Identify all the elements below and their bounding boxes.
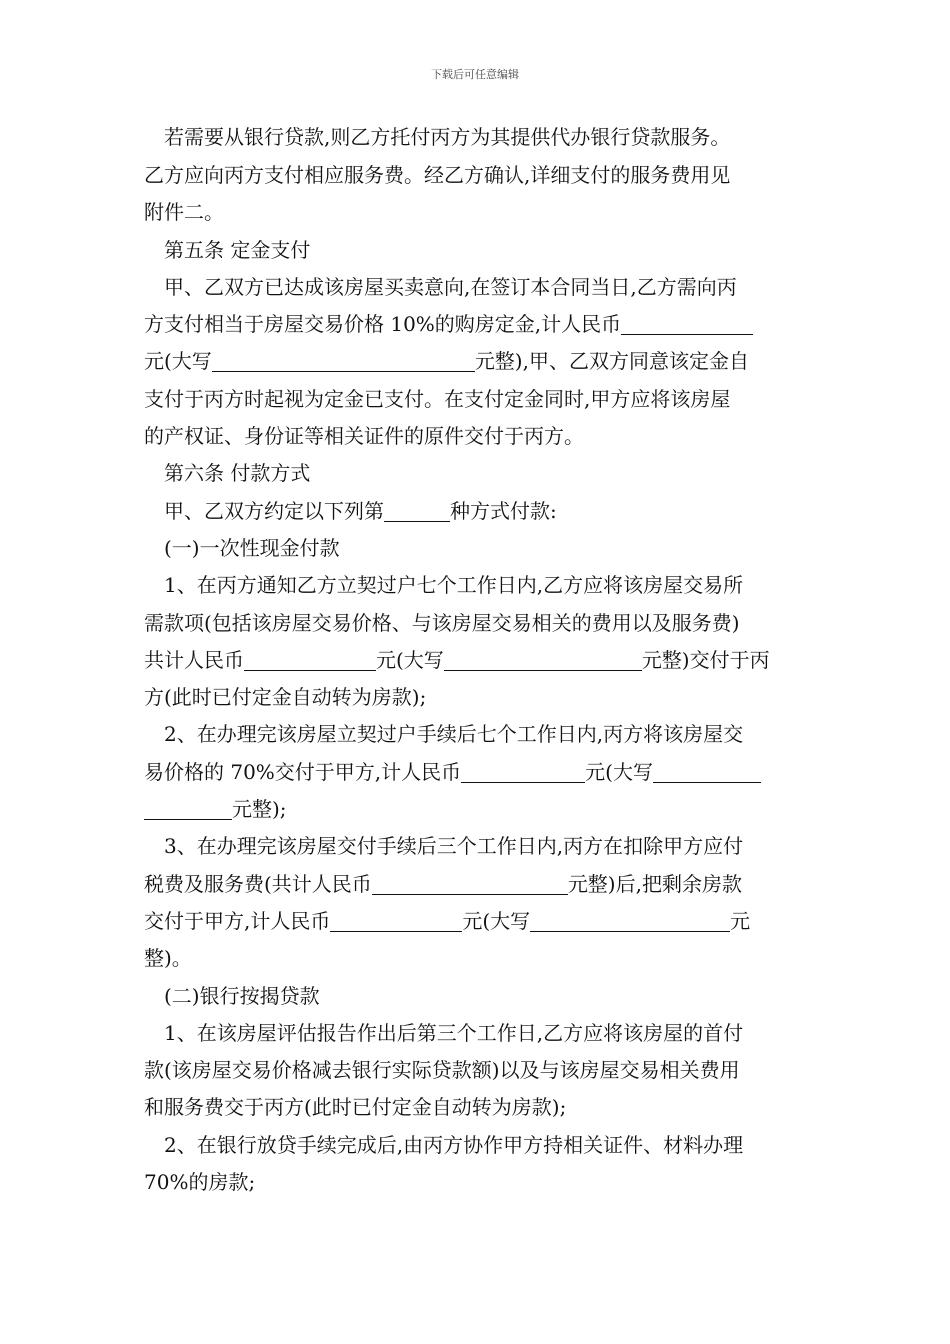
text-line xyxy=(144,609,812,637)
section-heading xyxy=(164,236,832,264)
line-text: 支付于丙方时起视为定金已支付。在支付定金同时,甲方应将该房屋 xyxy=(144,387,731,411)
line-text: 第六条 付款方式 xyxy=(164,461,311,485)
line-text: 70%的房款; xyxy=(144,1170,256,1194)
line-text: 3、在办理完该房屋交付手续后三个工作日内,丙方在扣除甲方应付 xyxy=(164,834,744,858)
text-line xyxy=(144,347,812,375)
line-text: 元整)交付于丙 xyxy=(641,648,770,672)
text-line xyxy=(144,385,812,413)
line-text: 易价格的 70%交付于甲方,计人民币 xyxy=(144,760,462,784)
text-line xyxy=(144,1056,812,1084)
line-text: 元(大写 xyxy=(144,349,212,373)
text-line xyxy=(144,944,812,972)
text-line xyxy=(164,273,832,301)
blank-field[interactable] xyxy=(372,872,568,895)
line-text: 的产权证、身份证等相关证件的原件交付于丙方。 xyxy=(144,424,584,448)
line-text: 1、在该房屋评估报告作出后第三个工作日,乙方应将该房屋的首付 xyxy=(164,1021,744,1045)
subsection-heading xyxy=(164,982,832,1010)
blank-field[interactable] xyxy=(330,909,462,932)
line-text: 元(大写 xyxy=(376,648,444,672)
text-line xyxy=(144,907,812,935)
line-text: 方(此时已付定金自动转为房款); xyxy=(144,685,427,709)
blank-field[interactable] xyxy=(444,648,642,671)
line-text: 元(大写 xyxy=(585,760,653,784)
line-text: 元 xyxy=(730,909,751,933)
text-line xyxy=(164,1019,832,1047)
text-line xyxy=(144,161,812,189)
text-line xyxy=(164,123,832,151)
text-line xyxy=(164,720,832,748)
line-text: 元整)后,把剩余房款 xyxy=(567,872,742,896)
blank-field[interactable] xyxy=(530,909,730,932)
line-text: 元整),甲、乙双方同意该定金自 xyxy=(474,349,749,373)
text-line xyxy=(144,198,812,226)
blank-field[interactable] xyxy=(653,760,761,783)
text-line xyxy=(144,310,812,338)
line-text: 若需要从银行贷款,则乙方托付丙方为其提供代办银行贷款服务。 xyxy=(164,125,731,149)
line-text: 附件二。 xyxy=(144,200,224,224)
text-line xyxy=(144,683,812,711)
line-text: 甲、乙双方约定以下列第 xyxy=(164,499,384,523)
line-text: 甲、乙双方已达成该房屋买卖意向,在签订本合同当日,乙方需向丙 xyxy=(164,275,737,299)
blank-field[interactable] xyxy=(244,648,376,671)
text-line xyxy=(164,1131,832,1159)
line-text: 2、在办理完该房屋立契过户手续后七个工作日内,丙方将该房屋交 xyxy=(164,722,744,746)
text-line xyxy=(144,795,812,823)
blank-field[interactable] xyxy=(461,760,585,783)
blank-field[interactable] xyxy=(621,312,753,335)
blank-field[interactable] xyxy=(384,499,450,522)
line-text: 乙方应向丙方支付相应服务费。经乙方确认,详细支付的服务费用见 xyxy=(144,163,731,187)
blank-field[interactable] xyxy=(212,349,475,372)
text-line xyxy=(164,571,832,599)
line-text: 1、在丙方通知乙方立契过户七个工作日内,乙方应将该房屋交易所 xyxy=(164,573,744,597)
line-text: 第五条 定金支付 xyxy=(164,238,311,262)
text-line xyxy=(144,1093,812,1121)
page-header: 下载后可任意编辑 xyxy=(431,68,519,81)
line-text: 整)。 xyxy=(144,946,192,970)
line-text: 和服务费交于丙方(此时已付定金自动转为房款); xyxy=(144,1095,567,1119)
line-text: 方支付相当于房屋交易价格 10%的购房定金,计人民币 xyxy=(144,312,622,336)
text-line xyxy=(144,1168,812,1196)
text-line xyxy=(144,870,812,898)
line-text: (一)一次性现金付款 xyxy=(164,536,340,560)
section-heading xyxy=(164,459,832,487)
line-text: 元(大写 xyxy=(462,909,531,933)
line-text: 税费及服务费(共计人民币 xyxy=(144,872,372,896)
text-line xyxy=(144,758,812,786)
line-text: 款(该房屋交易价格减去银行实际贷款额)以及与该房屋交易相关费用 xyxy=(144,1058,740,1082)
line-text: 共计人民币 xyxy=(144,648,244,672)
text-line xyxy=(164,497,832,525)
blank-field[interactable] xyxy=(144,797,232,820)
line-text: 交付于甲方,计人民币 xyxy=(144,909,331,933)
line-text: 2、在银行放贷手续完成后,由丙方协作甲方持相关证件、材料办理 xyxy=(164,1133,744,1157)
line-text: 元整); xyxy=(232,797,287,821)
text-line xyxy=(164,832,832,860)
text-line xyxy=(144,422,812,450)
line-text: 种方式付款: xyxy=(450,499,557,523)
line-text: 需款项(包括该房屋交易价格、与该房屋交易相关的费用以及服务费) xyxy=(144,611,740,635)
line-text: (二)银行按揭贷款 xyxy=(164,984,320,1008)
text-line xyxy=(144,646,812,674)
subsection-heading xyxy=(164,534,832,562)
